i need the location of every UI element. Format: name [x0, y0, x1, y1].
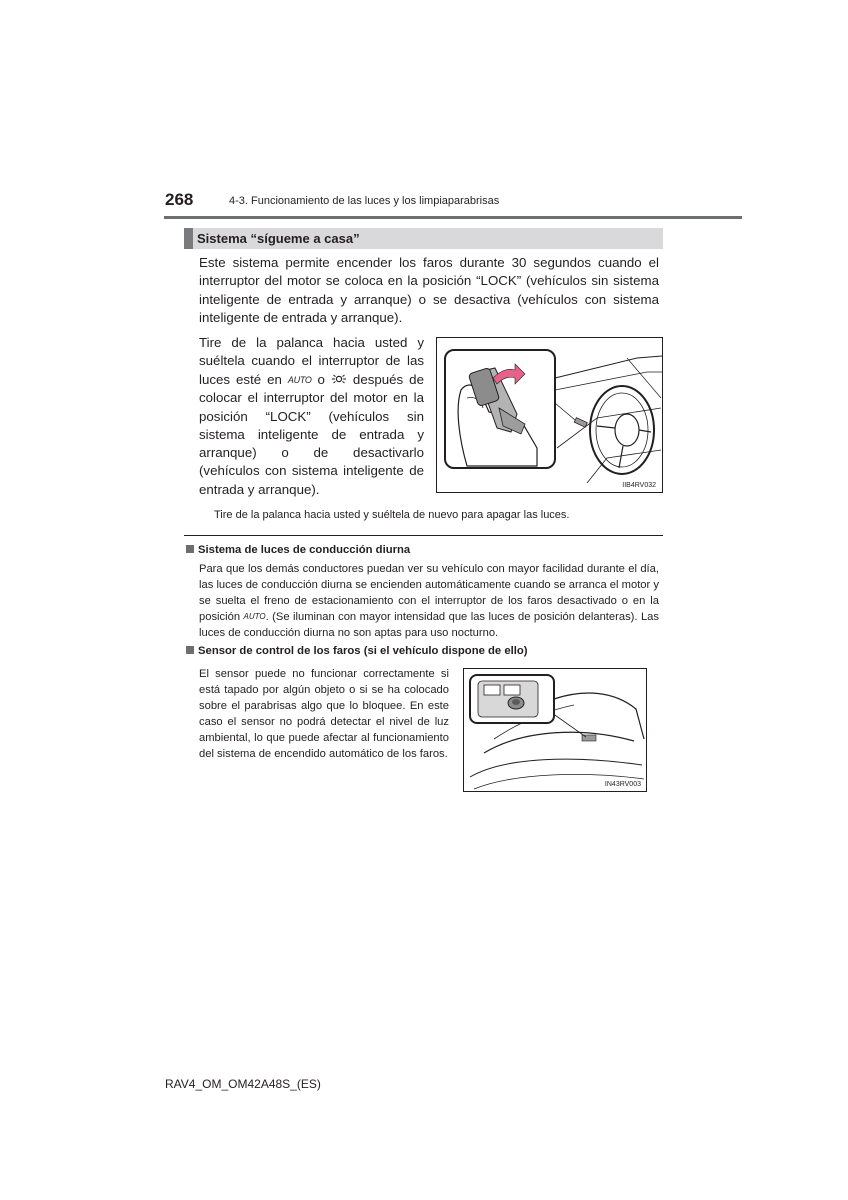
square-bullet-icon — [186, 646, 194, 654]
section-divider — [184, 535, 663, 536]
parking-lights-icon — [331, 371, 347, 389]
footer-doc-code: RAV4_OM_OM42A48S_(ES) — [165, 1077, 321, 1091]
lever-pull-figure — [436, 337, 663, 493]
square-bullet-icon — [186, 545, 194, 553]
lever-pull-illustration — [437, 338, 664, 494]
section-title: Sistema “sígueme a casa” — [197, 231, 360, 246]
instruction-text-1: Tire de la palanca hacia usted y suéltela cuando el interruptor de las luces esté en — [199, 335, 424, 387]
instruction-connector: o — [317, 371, 325, 387]
sensor-heading-text: Sensor de control de los faros (si el vehículo dispone de ello) — [198, 645, 528, 657]
sensor-location-illustration — [464, 669, 648, 793]
sensor-location-figure — [463, 668, 647, 792]
instruction-paragraph — [199, 334, 424, 499]
drl-text-1: Para que los demás conductores puedan ver su vehículo con mayor facilidad durante el día, las luces de conducción diurna se encienden automáticamente cuando se arranca el motor y se suelta el freno de estacionamiento con el interruptor de los faros desactivado o en la posición — [199, 563, 659, 624]
drl-paragraph — [199, 561, 659, 641]
figure-code: IN43RV003 — [604, 781, 641, 788]
auto-icon: AUTO — [243, 612, 266, 622]
header-rule — [164, 216, 742, 219]
chapter-title: 4-3. Funcionamiento de las luces y los limpiaparabrisas — [229, 195, 500, 207]
sensor-paragraph: El sensor puede no funcionar correctamente si está tapado por algún objeto o si se ha colocado sobre el parabrisas algo que lo bloquee. En este caso el sensor no podrá detectar el nivel de luz ambiental, lo que puede afectar al funcionamiento del sistema de encendido automático de los faros. — [199, 668, 449, 760]
page-number: 268 — [165, 190, 194, 209]
intro-paragraph: Este sistema permite encender los faros durante 30 segundos cuando el interruptor del motor se coloca en la posición “LOCK” (vehículos sin sistema inteligente de entrada y arranque) o se desactiva (vehículos con sistema inteligente de entrada y arranque). — [199, 255, 659, 325]
section-title-accent — [184, 228, 193, 249]
drl-heading — [186, 544, 410, 556]
figure-code: IIB4RV032 — [622, 482, 656, 489]
sensor-heading — [186, 645, 528, 657]
auto-icon: AUTO — [287, 374, 312, 385]
instruction-text-2: después de colocar el interruptor del motor en la posición “LOCK” (vehículos sin sistema inteligente de entrada y arranque) o de desactivarlo (vehículos con sistema inteligente de entrada y arranque). — [199, 371, 424, 497]
drl-text-2: . (Se iluminan con mayor intensidad que las luces de posición delanteras). Las luces de conducción diurna no son aptas para uso nocturno. — [199, 611, 659, 640]
drl-heading-text: Sistema de luces de conducción diurna — [198, 544, 411, 556]
release-note: Tire de la palanca hacia usted y suéltela de nuevo para apagar las luces. — [214, 509, 570, 521]
